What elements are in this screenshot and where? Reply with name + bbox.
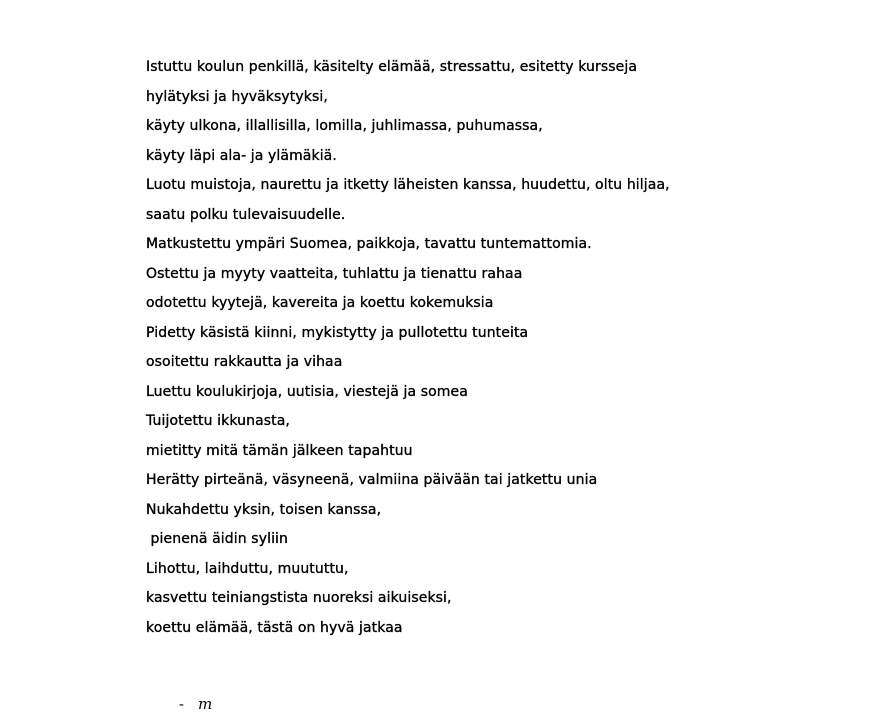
poem-line: Nukahdettu yksin, toisen kanssa, (146, 501, 382, 518)
poem-line: Luotu muistoja, naurettu ja itketty läheisten kanssa, huudettu, oltu hiljaa, (146, 177, 670, 193)
poem-line: Pidetty käsistä kiinni, mykistytty ja pullotettu tunteita (146, 324, 529, 341)
poem-line: käyty ulkona, illallisilla, lomilla, juhlimassa, puhumassa, (146, 118, 543, 134)
poem-text (146, 53, 670, 643)
poem-line: odotettu kyytejä, kavereita ja koettu kokemuksia (146, 295, 494, 311)
signature-dash: - (178, 697, 184, 713)
poem-line: koettu elämää, tästä on hyvä jatkaa (146, 619, 403, 636)
poem-line: Ostettu ja myyty vaatteita, tuhlattu ja tienattu rahaa (146, 265, 523, 282)
poem-line: Lihottu, laihduttu, muututtu, (146, 560, 349, 577)
poem-line: osoitettu rakkautta ja vihaa (146, 354, 343, 370)
poem-line: Herätty pirteänä, väsyneenä, valmiina päivään tai jatkettu unia (146, 472, 598, 488)
poem-line: käyty läpi ala- ja ylämäkiä. (146, 147, 337, 164)
poem-line: saatu polku tulevaisuudelle. (146, 206, 346, 223)
poem-line: Luettu koulukirjoja, uutisia, viestejä ja somea (146, 383, 468, 400)
poem-line: pienenä äidin syliin (146, 531, 289, 547)
poem-line: Tuijotettu ikkunasta, (146, 413, 290, 429)
poem-line: mietitty mitä tämän jälkeen tapahtuu (146, 442, 413, 459)
poem-line: Matkustettu ympäri Suomea, paikkoja, tavattu tuntemattomia. (146, 236, 592, 252)
poem-line: kasvettu teiniangstista nuoreksi aikuiseksi, (146, 590, 452, 606)
poem-line: Istuttu koulun penkillä, käsitelty elämää, stressattu, esitetty kursseja (146, 59, 638, 75)
signature (170, 674, 212, 715)
signature-name: m (197, 695, 213, 713)
poem-line: hylätyksi ja hyväksytyksi, (146, 88, 328, 105)
